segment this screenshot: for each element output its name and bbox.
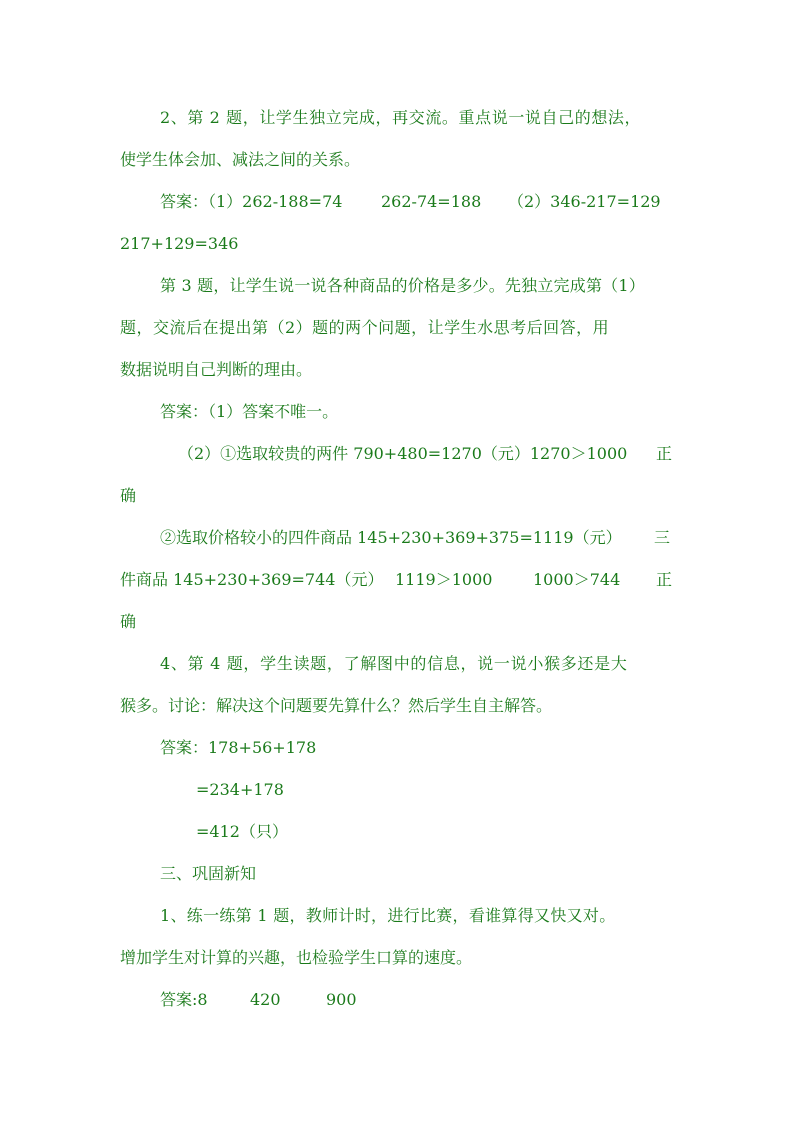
answer-line: 262-74=188: [381, 192, 482, 211]
section-heading: 三、巩固新知: [160, 864, 257, 883]
answer-line: 答案：（1）答案不唯一。: [160, 402, 339, 421]
answer-line: 1119＞1000: [395, 570, 493, 589]
answer-line: 900: [326, 990, 357, 1009]
answer-line: 正: [656, 444, 673, 463]
answer-line: =234+178: [196, 780, 284, 799]
paragraph-line: 猴多。讨论：解决这个问题要先算什么？然后学生自主解答。: [120, 696, 553, 715]
answer-line: 答案：178+56+178: [160, 738, 317, 757]
paragraph-line: 题，交流后在提出第（2）题的两个问题，让学生水思考后回答，用: [120, 318, 610, 337]
answer-line: ②选取价格较小的四件商品 145+230+369+375=1119（元）: [160, 528, 622, 547]
paragraph-line: 4、第 4 题，学生读题，了解图中的信息，说一说小猴多还是大: [160, 654, 628, 673]
answer-line: （2）①选取较贵的两件 790+480=1270（元）1270＞1000: [178, 444, 628, 463]
answer-line: 1000＞744: [533, 570, 621, 589]
paragraph-line: 第 3 题，让学生说一说各种商品的价格是多少。先独立完成第（1）: [160, 276, 645, 295]
paragraph-line: 使学生体会加、减法之间的关系。: [120, 150, 361, 169]
answer-line: 件商品 145+230+369=744（元）: [120, 570, 384, 589]
answer-line: 确: [120, 486, 137, 505]
answer-line: 217+129=346: [120, 234, 239, 253]
paragraph-line: 增加学生对计算的兴趣，也检验学生口算的速度。: [120, 948, 473, 967]
answer-line: 正: [656, 570, 673, 589]
answer-line: （2）346-217=129: [508, 192, 661, 211]
answer-line: 确: [120, 612, 137, 631]
paragraph-line: 1、练一练第 1 题，教师计时，进行比赛，看谁算得又快又对。: [160, 906, 616, 925]
answer-line: 答案：（1）262-188=74: [160, 192, 343, 211]
answer-line: 答案:8: [160, 990, 208, 1009]
answer-line: 420: [250, 990, 281, 1009]
answer-line: =412（只）: [196, 822, 288, 841]
paragraph-line: 数据说明自己判断的理由。: [120, 360, 313, 379]
paragraph-line: 2、第 2 题，让学生独立完成，再交流。重点说一说自己的想法，: [160, 108, 642, 127]
answer-line: 三: [654, 528, 671, 547]
